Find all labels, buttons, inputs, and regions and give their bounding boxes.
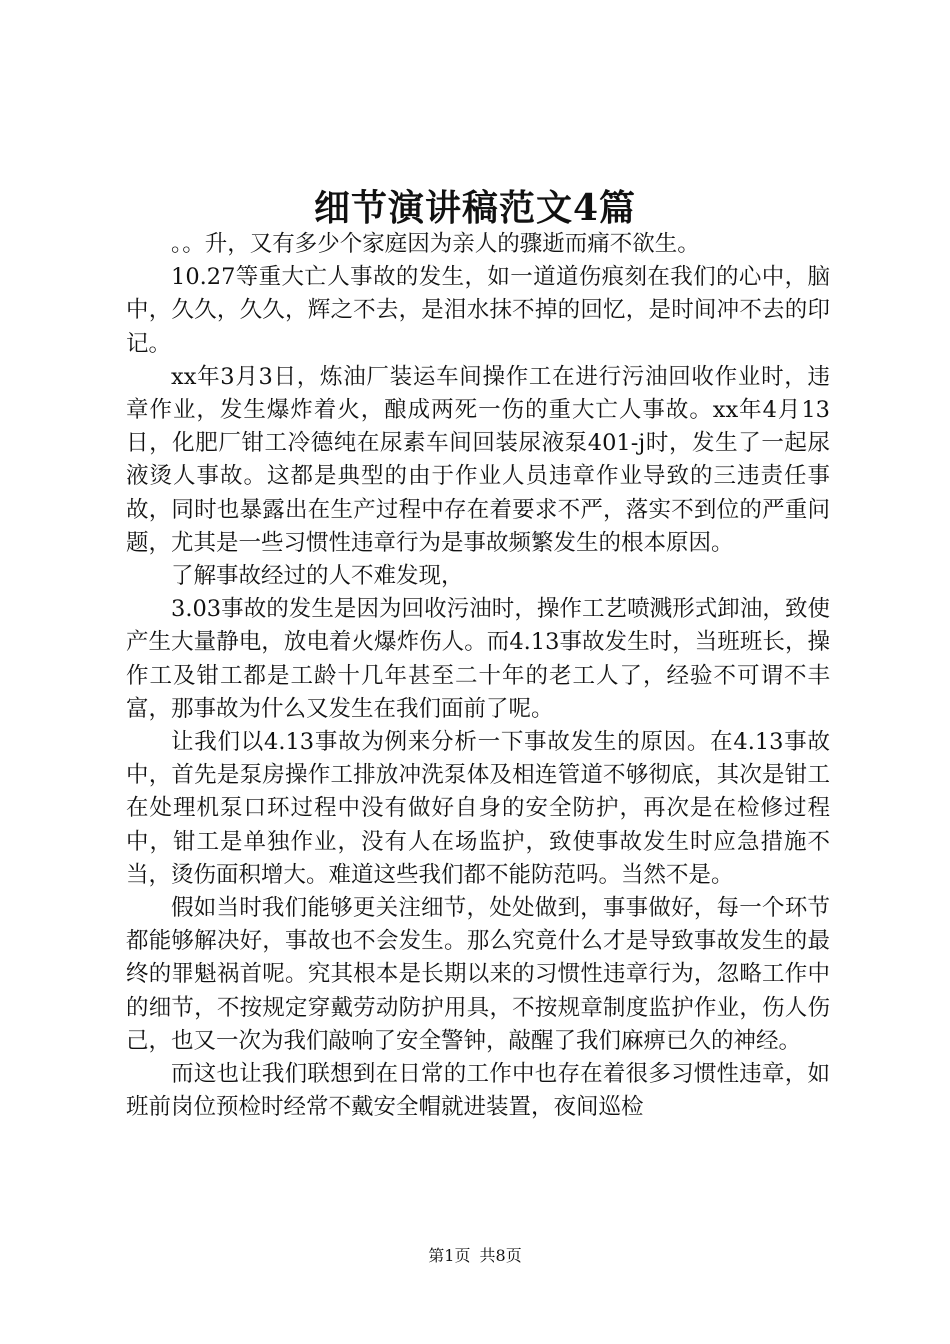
page-footer: 第1页 共8页 xyxy=(428,1246,522,1265)
document-body xyxy=(126,228,830,1124)
paragraph: 了解事故经过的人不难发现， xyxy=(171,563,464,590)
paragraph: 而这也让我们联想到在日常的工作中也存在着很多习惯性违章，如班前岗位预检时经常不戴安全帽就进装置，夜间巡检 xyxy=(126,1061,830,1121)
paragraph: 10.27等重大亡人事故的发生，如一道道伤痕刻在我们的心中，脑中，久久，久久，辉之不去，是泪水抹不掉的回忆，是时间冲不去的印记。 xyxy=(126,264,830,357)
paragraph: xx年3月3日，炼油厂装运车间操作工在进行污油回收作业时，违章作业，发生爆炸着火，酿成两死一伤的重大亡人事故。xx年4月13日，化肥厂钳工冷德纯在尿素车间回装尿液泵401-j时，发生了一起尿液烫人事故。这都是典型的由于作业人员违章作业导致的三违责任事故，同时也暴露出在生产过程中存在着要求不严，落实不到位的严重问题，尤其是一些习惯性违章行为是事故频繁发生的根本原因。 xyxy=(126,363,830,556)
document-title: 细节演讲稿范文4篇 xyxy=(313,187,637,229)
paragraph: 3.03事故的发生是因为回收污油时，操作工艺喷溅形式卸油，致使产生大量静电，放电着火爆炸伤人。而4.13事故发生时，当班班长，操作工及钳工都是工龄十几年甚至二十年的老工人了，经验不可谓不丰富，那事故为什么又发生在我们面前了呢。 xyxy=(126,596,830,722)
paragraph: 。。升，又有多少个家庭因为亲人的骤逝而痛不欲生。 xyxy=(171,231,700,257)
paragraph: 让我们以4.13事故为例来分析一下事故发生的原因。在4.13事故中，首先是泵房操作工排放冲洗泵体及相连管道不够彻底，其次是钳工在处理机泵口环过程中没有做好自身的安全防护，再次是在检修过程中，钳工是单独作业，没有人在场监护，致使事故发生时应急措施不当，烫伤面积增大。难道这些我们都不能防范吗。当然不是。 xyxy=(126,729,830,888)
paragraph: 假如当时我们能够更关注细节，处处做到，事事做好，每一个环节都能够解决好，事故也不会发生。那么究竟什么才是导致事故发生的最终的罪魁祸首呢。究其根本是长期以来的习惯性违章行为，忽略工作中的细节，不按规定穿戴劳动防护用具，不按规章制度监护作业，伤人伤己，也又一次为我们敲响了安全警钟，敲醒了我们麻痹已久的神经。 xyxy=(126,895,830,1054)
